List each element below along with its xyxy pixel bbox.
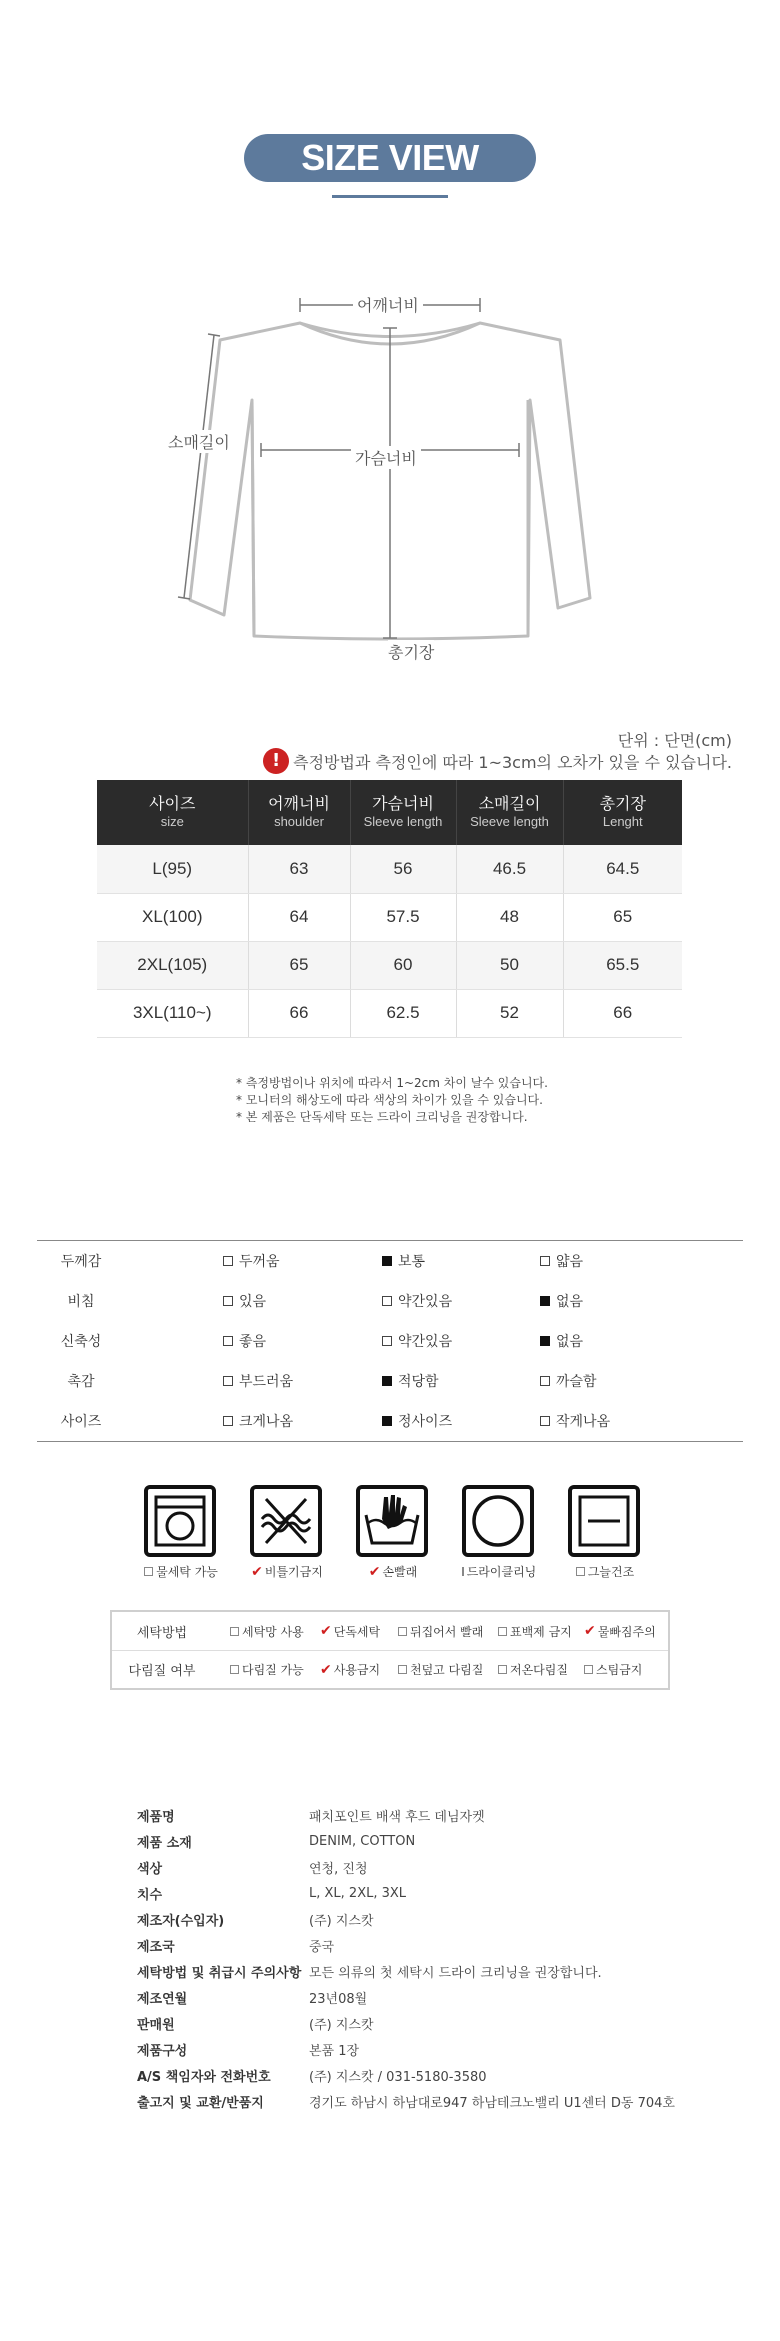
fabric-option: 두꺼움 — [223, 1251, 280, 1271]
checkbox-empty-icon — [230, 1627, 239, 1636]
unit-note: 단위 : 단면(cm) — [617, 731, 732, 750]
info-key: A/S 책임자와 전화번호 — [137, 2069, 271, 2085]
value-cell: 64.5 — [563, 845, 682, 893]
wash-table — [110, 1610, 670, 1690]
check-mark-icon: ✔ — [368, 1563, 381, 1580]
fabric-characteristics — [37, 1240, 743, 1442]
info-value: 중국 — [309, 1939, 335, 1955]
wash-option: ✔ 사용금지 — [320, 1661, 381, 1678]
checkbox-empty-icon — [223, 1256, 233, 1266]
checkbox-empty-icon — [576, 1567, 585, 1576]
fabric-row-texture — [37, 1361, 743, 1401]
footnote: * 측정방법이나 위치에 따라서 1~2cm 차이 날수 있습니다. — [236, 1076, 548, 1090]
total-length-label: 총기장 — [388, 640, 434, 663]
info-value: 연청, 진청 — [309, 1861, 368, 1877]
size-table-header — [97, 780, 682, 845]
fabric-option: 없음 — [540, 1331, 583, 1351]
fabric-option: 있음 — [223, 1291, 266, 1311]
wash-option: 세탁망 사용 — [230, 1623, 304, 1640]
fabric-row-stretch — [37, 1321, 743, 1361]
care-item — [356, 1485, 430, 1580]
checkbox-empty-icon — [462, 1567, 464, 1576]
info-value: 본품 1장 — [309, 2043, 360, 2059]
header-chest: 가슴너비 Sleeve length — [350, 780, 456, 845]
size-view-title: SIZE VIEW — [244, 134, 536, 182]
checkbox-filled-icon — [382, 1256, 392, 1266]
info-row — [137, 2062, 675, 2088]
size-cell: L(95) — [97, 845, 248, 893]
fabric-option: 정사이즈 — [382, 1411, 452, 1431]
check-mark-icon: ✔ — [320, 1661, 332, 1678]
fabric-label: 두께감 — [60, 1254, 102, 1270]
notice-text: 측정방법과 측정인에 따라 1~3cm의 오차가 있을 수 있습니다. — [293, 752, 732, 772]
info-row — [137, 1880, 675, 1906]
value-cell: 46.5 — [456, 845, 563, 893]
wash-option: ✔ 물빠짐주의 — [584, 1623, 656, 1639]
fabric-option: 보통 — [382, 1251, 425, 1271]
info-value: 경기도 하남시 하남대로947 하남테크노밸리 U1센터 D동 704호 — [309, 2095, 675, 2111]
checkbox-empty-icon — [584, 1665, 593, 1674]
wash-option: ✔ 단독세탁 — [320, 1623, 381, 1639]
info-key: 제품 소재 — [137, 1835, 192, 1851]
info-value: (주) 지스캇 — [309, 1913, 374, 1929]
fabric-label: 신축성 — [60, 1334, 102, 1350]
info-row — [137, 2088, 675, 2114]
title-underline — [332, 195, 448, 198]
wash-option: 천덮고 다림질 — [398, 1661, 483, 1678]
value-cell: 65 — [563, 893, 682, 941]
checkbox-empty-icon — [223, 1376, 233, 1386]
fabric-option: 작게나옴 — [540, 1411, 610, 1431]
info-key: 제조국 — [137, 1939, 175, 1955]
info-row — [137, 1906, 675, 1932]
info-key: 출고지 및 교환/반품지 — [137, 2095, 264, 2111]
care-label: ✔ 비틀기금지 — [251, 1563, 323, 1580]
care-label: 물세탁 가능 — [144, 1563, 218, 1580]
checkbox-empty-icon — [382, 1336, 392, 1346]
footnote: * 본 제품은 단독세탁 또는 드라이 크리닝을 권장합니다. — [236, 1110, 528, 1124]
info-key: 제품명 — [137, 1809, 175, 1825]
checkbox-empty-icon — [382, 1296, 392, 1306]
info-value: 패치포인트 배색 후드 데님자켓 — [309, 1809, 485, 1825]
footnote: * 모니터의 해상도에 따라 색상의 차이가 있을 수 있습니다. — [236, 1093, 543, 1107]
checkbox-filled-icon — [540, 1296, 550, 1306]
shade-dry-icon — [568, 1485, 640, 1557]
garment-diagram — [160, 290, 620, 670]
info-value: 모든 의류의 첫 세탁시 드라이 크리닝을 권장합니다. — [309, 1965, 602, 1981]
info-key: 세탁방법 및 취급시 주의사항 — [137, 1965, 302, 1981]
fabric-option: 좋음 — [223, 1331, 266, 1351]
fabric-row-size — [37, 1401, 743, 1441]
wash-row-ironing — [112, 1650, 668, 1688]
care-label: ✔ 손빨래 — [368, 1563, 418, 1580]
fabric-label: 사이즈 — [60, 1414, 102, 1430]
value-cell: 52 — [456, 989, 563, 1037]
info-key: 판매원 — [137, 2017, 175, 2033]
info-row — [137, 1854, 675, 1880]
value-cell: 65 — [248, 941, 350, 989]
check-mark-icon: ✔ — [320, 1623, 332, 1639]
checkbox-empty-icon — [398, 1665, 407, 1674]
fabric-label: 촉감 — [67, 1374, 95, 1390]
wash-option: 표백제 금지 — [498, 1623, 572, 1640]
wash-option: 스팀금지 — [584, 1661, 642, 1678]
table-row — [97, 893, 682, 941]
check-mark-icon: ✔ — [584, 1623, 596, 1639]
checkbox-filled-icon — [382, 1416, 392, 1426]
header-shoulder: 어깨너비 shoulder — [248, 780, 350, 845]
checkbox-empty-icon — [540, 1376, 550, 1386]
info-value: 23년08월 — [309, 1991, 368, 2007]
footnotes — [236, 1075, 548, 1126]
measurement-notice — [263, 748, 732, 774]
checkbox-empty-icon — [398, 1627, 407, 1636]
value-cell: 62.5 — [350, 989, 456, 1037]
header-size: 사이즈 size — [97, 780, 248, 845]
shoulder-width-label: 어깨너비 — [353, 293, 423, 316]
size-cell: 2XL(105) — [97, 941, 248, 989]
fabric-option: 약간있음 — [382, 1331, 452, 1351]
size-cell: 3XL(110~) — [97, 989, 248, 1037]
info-key: 색상 — [137, 1861, 163, 1877]
fabric-option: 적당함 — [382, 1371, 439, 1391]
fabric-row-thickness — [37, 1241, 743, 1281]
value-cell: 57.5 — [350, 893, 456, 941]
check-mark-icon: ✔ — [251, 1563, 263, 1580]
table-row — [97, 845, 682, 893]
info-key: 제조자(수입자) — [137, 1913, 225, 1929]
value-cell: 65.5 — [563, 941, 682, 989]
info-key: 치수 — [137, 1887, 163, 1903]
info-row — [137, 1828, 675, 1854]
info-row — [137, 1958, 675, 1984]
info-row — [137, 1984, 675, 2010]
wash-option: 저온다림질 — [498, 1661, 568, 1678]
wash-option: 뒤집어서 빨래 — [398, 1623, 483, 1640]
washing-machine-icon — [144, 1485, 216, 1557]
checkbox-empty-icon — [144, 1567, 153, 1576]
fabric-option: 크게나옴 — [223, 1411, 293, 1431]
value-cell: 48 — [456, 893, 563, 941]
wash-label: 세탁방법 — [136, 1625, 188, 1641]
checkbox-filled-icon — [382, 1376, 392, 1386]
value-cell: 56 — [350, 845, 456, 893]
care-label: 드라이클리닝 — [462, 1563, 536, 1580]
header-sleeve: 소매길이 Sleeve length — [456, 780, 563, 845]
warning-icon: ! — [263, 748, 289, 774]
table-row — [97, 941, 682, 989]
product-info — [137, 1802, 675, 2114]
table-row — [97, 989, 682, 1037]
info-row — [137, 2010, 675, 2036]
fabric-option: 까슬함 — [540, 1371, 597, 1391]
checkbox-empty-icon — [223, 1296, 233, 1306]
value-cell: 66 — [248, 989, 350, 1037]
wash-label: 다림질 여부 — [128, 1664, 196, 1679]
value-cell: 60 — [350, 941, 456, 989]
checkbox-empty-icon — [540, 1256, 550, 1266]
checkbox-empty-icon — [540, 1416, 550, 1426]
info-value: (주) 지스캇 / 031-5180-3580 — [309, 2069, 487, 2085]
value-cell: 64 — [248, 893, 350, 941]
value-cell: 66 — [563, 989, 682, 1037]
care-item — [462, 1485, 536, 1580]
value-cell: 50 — [456, 941, 563, 989]
hand-wash-icon — [356, 1485, 428, 1557]
info-value: DENIM, COTTON — [309, 1833, 416, 1849]
fabric-option: 부드러움 — [223, 1371, 293, 1391]
care-icons — [144, 1485, 644, 1585]
info-key: 제조연월 — [137, 1991, 188, 2007]
wash-option: 다림질 가능 — [230, 1661, 304, 1678]
fabric-row-transparency — [37, 1281, 743, 1321]
fabric-option: 얇음 — [540, 1251, 583, 1271]
fabric-option: 없음 — [540, 1291, 583, 1311]
info-row — [137, 1802, 675, 1828]
checkbox-empty-icon — [498, 1627, 507, 1636]
checkbox-empty-icon — [223, 1336, 233, 1346]
tshirt-outline-icon — [160, 290, 620, 670]
info-row — [137, 1932, 675, 1958]
care-item — [144, 1485, 218, 1580]
wash-row-method — [112, 1612, 668, 1650]
info-value: (주) 지스캇 — [309, 2017, 374, 2033]
checkbox-empty-icon — [223, 1416, 233, 1426]
size-cell: XL(100) — [97, 893, 248, 941]
checkbox-empty-icon — [498, 1665, 507, 1674]
fabric-option: 약간있음 — [382, 1291, 452, 1311]
care-label: 그늘건조 — [568, 1563, 642, 1580]
dry-clean-icon — [462, 1485, 534, 1557]
info-key: 제품구성 — [137, 2043, 188, 2059]
care-item — [568, 1485, 642, 1580]
size-table — [97, 780, 682, 1038]
info-value: L, XL, 2XL, 3XL — [309, 1885, 407, 1901]
care-item — [250, 1485, 324, 1580]
sleeve-length-label: 소매길이 — [168, 430, 230, 453]
chest-width-label: 가슴너비 — [351, 446, 421, 469]
value-cell: 63 — [248, 845, 350, 893]
header-length: 총기장 Lenght — [563, 780, 682, 845]
checkbox-empty-icon — [230, 1665, 239, 1674]
checkbox-filled-icon — [540, 1336, 550, 1346]
fabric-label: 비침 — [67, 1294, 95, 1310]
no-wring-icon — [250, 1485, 322, 1557]
info-row — [137, 2036, 675, 2062]
